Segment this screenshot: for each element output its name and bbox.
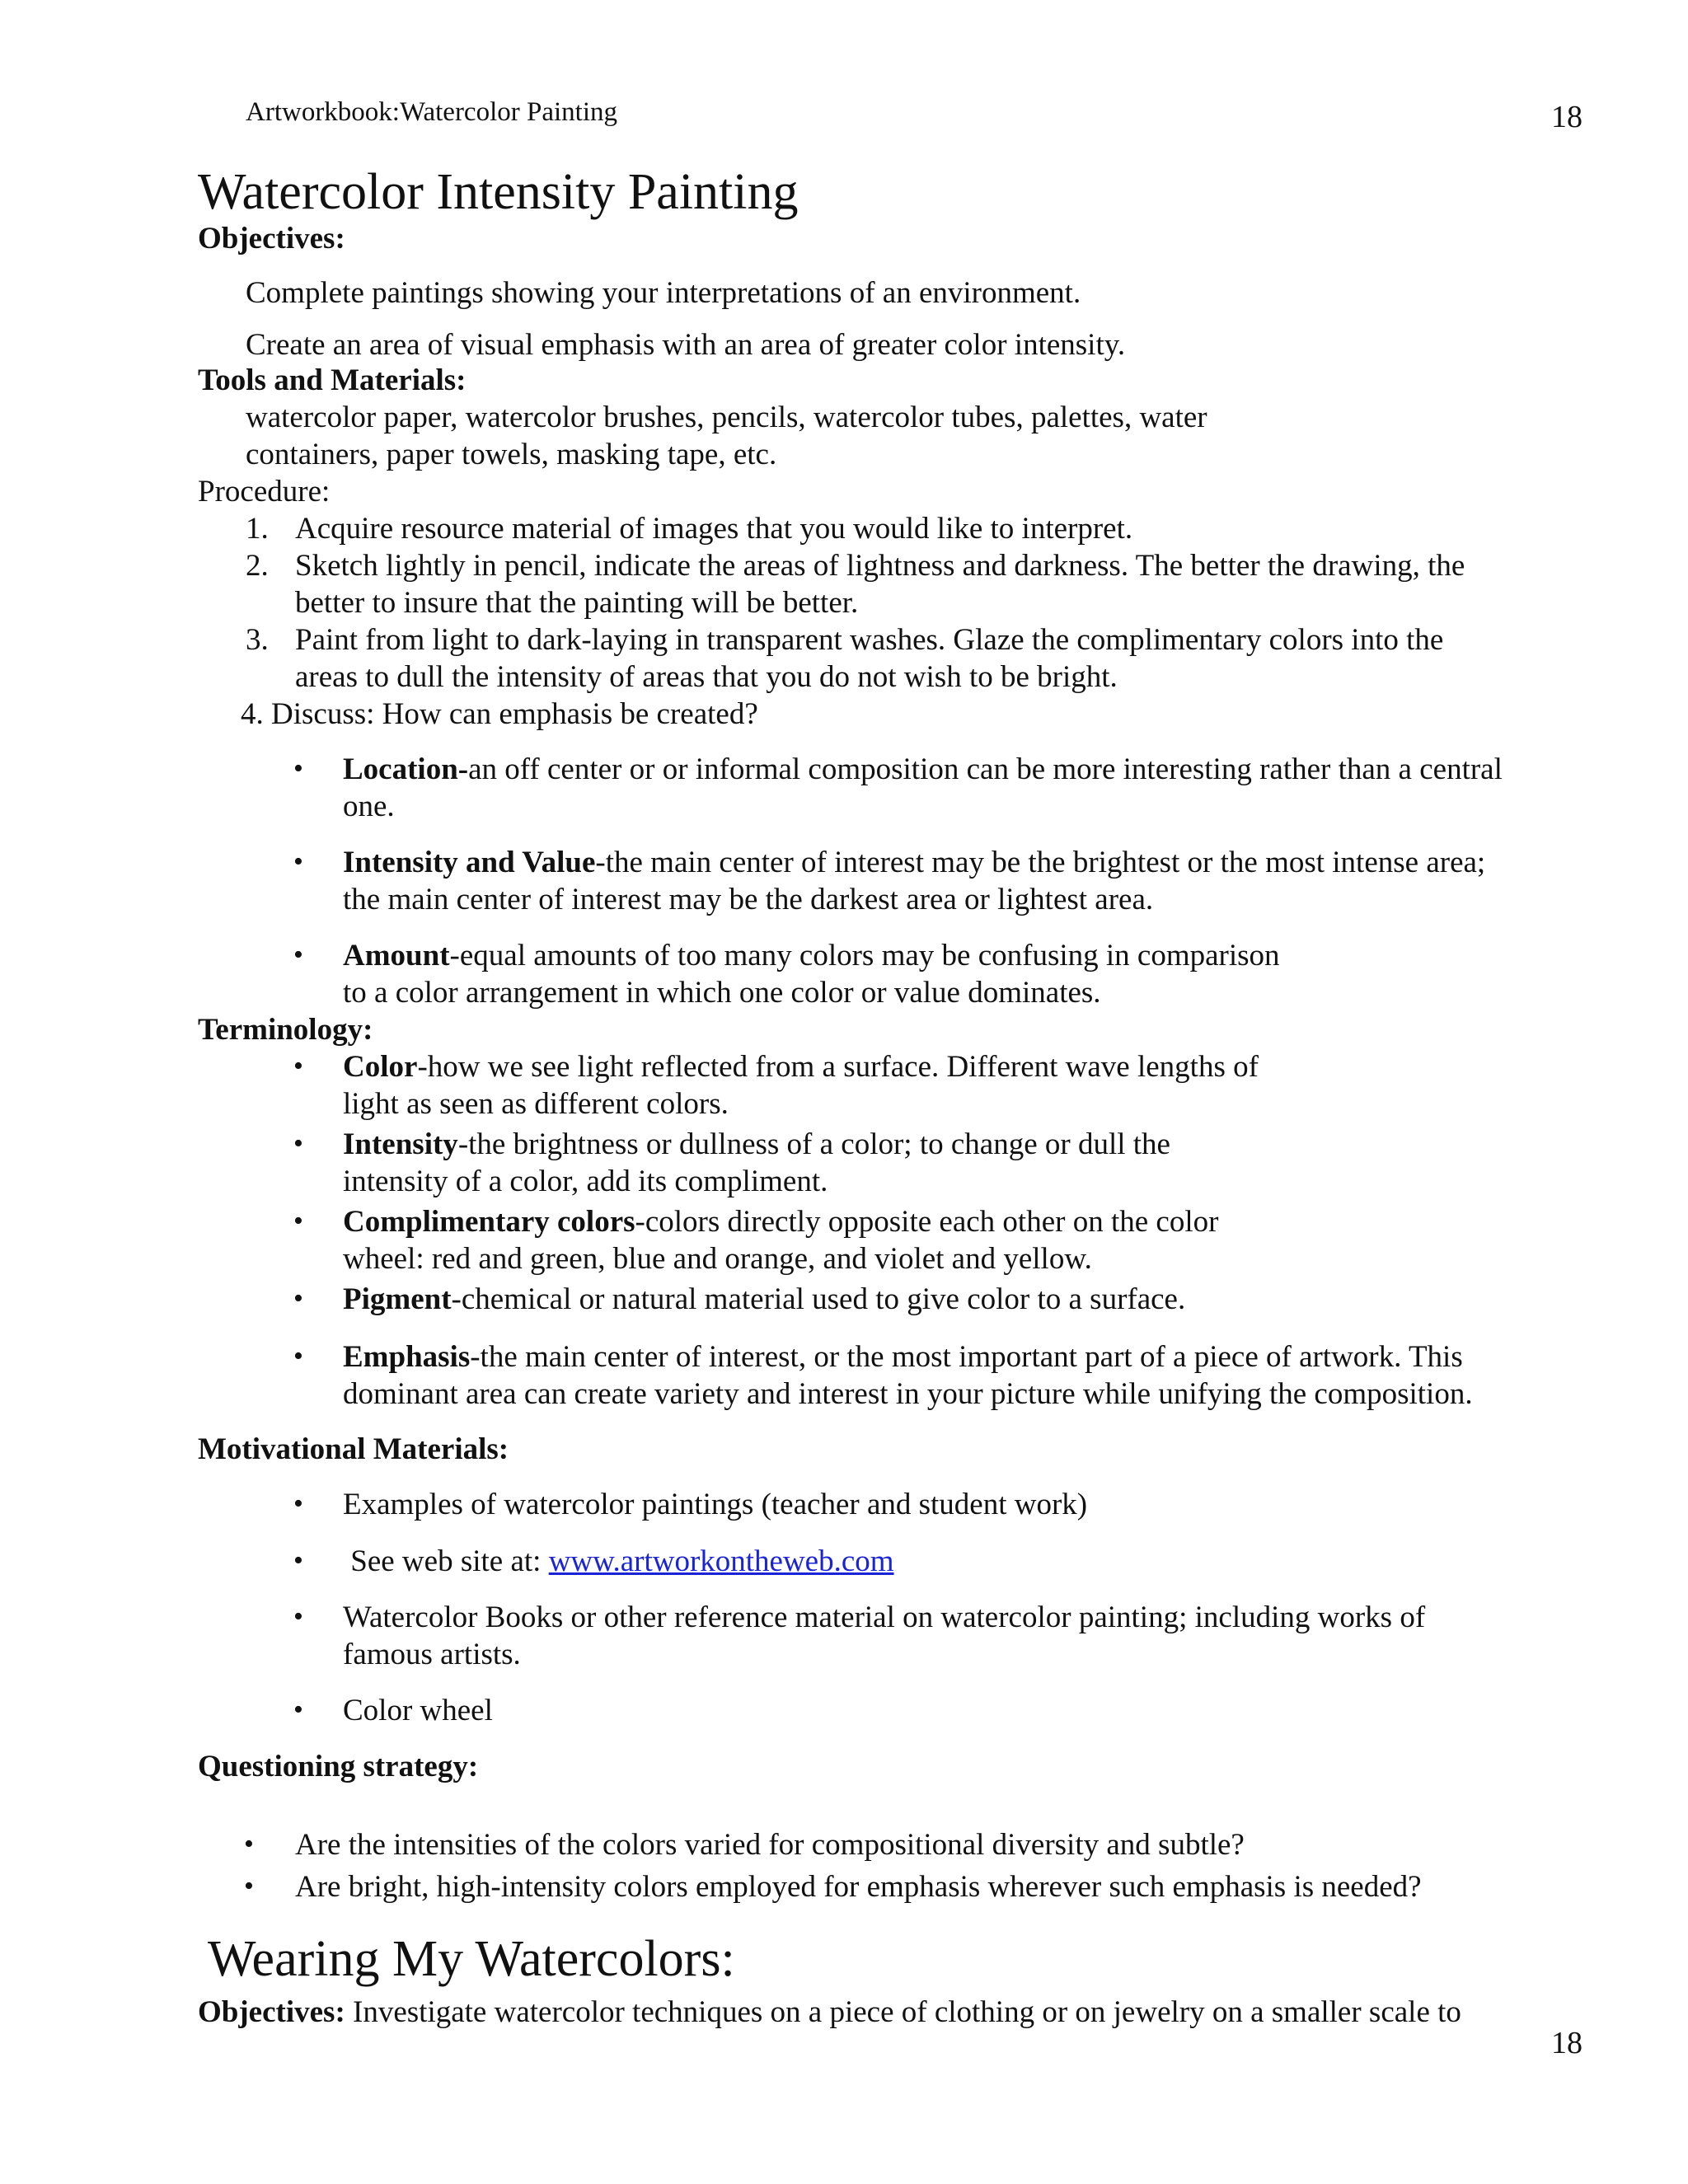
motivational-item: Examples of watercolor paintings (teacher and student work) (343, 1488, 1088, 1521)
bullet-icon: • (293, 753, 303, 784)
procedure-step: areas to dull the intensity of areas that you do not wish to be bright. (295, 660, 1118, 694)
term-item: Complimentary colors-colors directly opposite each other on the color (343, 1205, 1219, 1239)
emphasis-term: Location- (343, 752, 469, 786)
bullet-icon: • (293, 1488, 303, 1519)
bullet-icon: • (293, 1128, 303, 1159)
term-item-cont: dominant area can create variety and interest in your picture while unifying the composition. (343, 1377, 1473, 1411)
term-name: Emphasis (343, 1340, 471, 1374)
page-number-top: 18 (1551, 100, 1582, 134)
emphasis-term: Intensity and Value (343, 846, 596, 879)
emphasis-item: Intensity and Value-the main center of interest may be the brightest or the most intense area; (343, 846, 1486, 879)
procedure-step: Sketch lightly in pencil, indicate the areas of lightness and darkness. The better the drawing, the (295, 549, 1465, 583)
term-item: Pigment-chemical or natural material used to give color to a surface. (343, 1282, 1186, 1316)
discuss-line: 4. Discuss: How can emphasis be created? (241, 697, 758, 731)
section2-objectives: Objectives: Investigate watercolor techniques on a piece of clothing or on jewelry on a smaller scale to (198, 1995, 1461, 2029)
page-number-bottom: 18 (1551, 2026, 1582, 2060)
procedure-number: 3. (246, 623, 269, 657)
motivational-item-cont: famous artists. (343, 1638, 521, 1671)
procedure-number: 2. (246, 549, 269, 583)
term-name: Color (343, 1050, 418, 1084)
objectives-label: Objectives: (198, 222, 345, 255)
motivational-item: See web site at: www.artworkontheweb.com (343, 1544, 894, 1578)
tools-line: watercolor paper, watercolor brushes, pencils, watercolor tubes, palettes, water (246, 401, 1207, 434)
terminology-label: Terminology: (198, 1013, 373, 1047)
emphasis-item: Amount-equal amounts of too many colors may be confusing in comparison (343, 939, 1280, 972)
term-name: Complimentary colors (343, 1205, 635, 1239)
bullet-icon: • (293, 1206, 303, 1236)
section-title-2: Wearing My Watercolors: (208, 1931, 735, 1987)
motivational-item: Color wheel (343, 1694, 493, 1727)
bullet-icon: • (293, 1283, 303, 1314)
question-item: Are bright, high-intensity colors employed for emphasis wherever such emphasis is needed? (295, 1870, 1422, 1904)
term-item-cont: wheel: red and green, blue and orange, and violet and yellow. (343, 1242, 1092, 1276)
bullet-icon: • (293, 1545, 303, 1576)
bullet-icon: • (293, 1694, 303, 1725)
bullet-icon: • (293, 940, 303, 970)
tools-line: containers, paper towels, masking tape, etc. (246, 438, 777, 471)
question-item: Are the intensities of the colors varied for compositional diversity and subtle? (295, 1828, 1245, 1862)
term-item: Color-how we see light reflected from a surface. Different wave lengths of (343, 1050, 1259, 1084)
bullet-icon: • (293, 1601, 303, 1632)
objective-line: Create an area of visual emphasis with an area of greater color intensity. (246, 328, 1126, 362)
emphasis-term: Amount (343, 939, 450, 972)
bullet-icon: • (293, 846, 303, 877)
bullet-icon: • (244, 1829, 254, 1859)
section2-objectives-label: Objectives: (198, 1995, 345, 2029)
section-title: Watercolor Intensity Painting (198, 164, 799, 220)
emphasis-item-cont: the main center of interest may be the darkest area or lightest area. (343, 883, 1154, 916)
tools-label: Tools and Materials: (198, 363, 467, 397)
emphasis-item-cont: to a color arrangement in which one color or value dominates. (343, 976, 1101, 1010)
questioning-label: Questioning strategy: (198, 1750, 479, 1783)
term-name: Intensity (343, 1127, 458, 1161)
website-link[interactable]: www.artworkontheweb.com (548, 1544, 894, 1578)
running-header: Artworkbook:Watercolor Painting (246, 97, 617, 127)
term-item: Emphasis-the main center of interest, or the most important part of a piece of artwork. This (343, 1340, 1463, 1374)
term-item-cont: intensity of a color, add its compliment. (343, 1165, 828, 1198)
term-name: Pigment (343, 1282, 452, 1316)
emphasis-item-cont: one. (343, 790, 395, 823)
emphasis-item: Location-an off center or or informal composition can be more interesting rather than a central (343, 752, 1503, 786)
bullet-icon: • (293, 1341, 303, 1371)
bullet-icon: • (244, 1871, 254, 1901)
procedure-step: Paint from light to dark-laying in transparent washes. Glaze the complimentary colors into the (295, 623, 1444, 657)
procedure-step: Acquire resource material of images that you would like to interpret. (295, 512, 1133, 546)
bullet-icon: • (293, 1051, 303, 1081)
motivational-item: Watercolor Books or other reference material on watercolor painting; including works of (343, 1601, 1426, 1634)
procedure-label: Procedure: (198, 475, 331, 509)
term-item-cont: light as seen as different colors. (343, 1087, 729, 1121)
procedure-step: better to insure that the painting will be better. (295, 586, 859, 620)
term-item: Intensity-the brightness or dullness of a color; to change or dull the (343, 1127, 1170, 1161)
objective-line: Complete paintings showing your interpretations of an environment. (246, 276, 1081, 310)
motivational-label: Motivational Materials: (198, 1432, 509, 1466)
procedure-number: 1. (246, 512, 269, 546)
